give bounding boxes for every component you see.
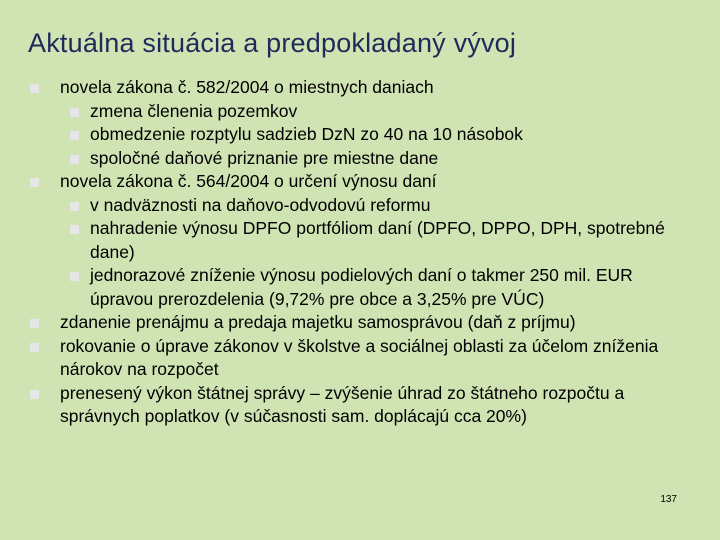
list-item	[30, 264, 690, 311]
square-bullet-icon	[70, 272, 79, 281]
slide-title: Aktuálna situácia a predpokladaný vývoj	[28, 28, 517, 58]
list-item	[30, 194, 690, 218]
list-item	[30, 217, 690, 264]
list-item-text: obmedzenie rozptylu sadzieb DzN zo 40 na 10 násobok	[90, 124, 523, 144]
list-item-text: v nadväznosti na daňovo-odvodovú reformu	[90, 194, 431, 215]
square-bullet-icon	[30, 84, 39, 93]
list-item-text: zmena členenia pozemkov	[90, 100, 298, 121]
square-bullet-icon	[30, 178, 39, 187]
square-bullet-icon	[30, 390, 39, 399]
list-item	[30, 147, 690, 171]
square-bullet-icon	[70, 108, 79, 117]
list-item	[30, 170, 690, 194]
list-item	[30, 382, 690, 429]
square-bullet-icon	[70, 131, 79, 140]
list-item	[30, 311, 690, 335]
list-item-text: jednorazové zníženie výnosu podielových daní o takmer 250 mil. EUR úpravou prerozdelenia (9,72% pre obce a 3,25% pre VÚC)	[90, 265, 633, 309]
list-item-text: zdanenie prenájmu a predaja majetku samosprávou (daň z príjmu)	[60, 312, 576, 332]
list-item-text: nahradenie výnosu DPFO portfóliom daní (DPFO, DPPO, DPH, spotrebné dane)	[90, 218, 665, 262]
list-item-text: prenesený výkon štátnej správy – zvýšenie úhrad zo štátneho rozpočtu a správnych poplatkov (v súčasnosti sam. doplácajú cca 20%)	[60, 382, 625, 426]
square-bullet-icon	[30, 319, 39, 328]
page-number: 137	[660, 494, 677, 505]
list-item-text: rokovanie o úprave zákonov v školstve a sociálnej oblasti za účelom zníženia nárokov na rozpočet	[60, 335, 659, 379]
list-item	[30, 100, 690, 124]
list-item-text: novela zákona č. 564/2004 o určení výnosu daní	[60, 171, 437, 191]
list-item	[30, 123, 690, 147]
square-bullet-icon	[70, 225, 79, 234]
list-item	[30, 335, 690, 382]
bullet-list	[30, 76, 690, 429]
list-item	[30, 76, 690, 100]
square-bullet-icon	[30, 343, 39, 352]
list-item-text: spoločné daňové priznanie pre miestne dane	[90, 147, 439, 168]
list-item-text: novela zákona č. 582/2004 o miestnych daniach	[60, 77, 434, 97]
square-bullet-icon	[70, 155, 79, 164]
square-bullet-icon	[70, 202, 79, 211]
